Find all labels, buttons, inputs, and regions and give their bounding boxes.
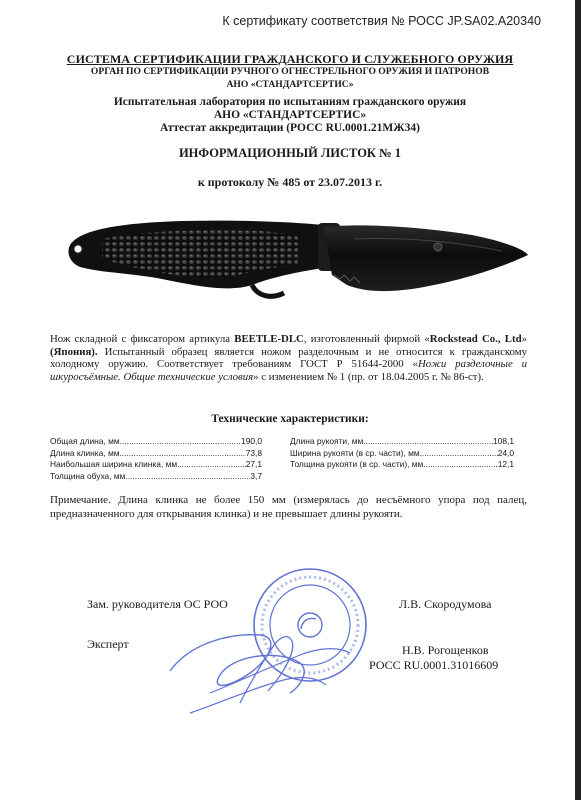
article-code: BEETLE-DLC [234,333,304,345]
country: (Япония). [50,345,98,358]
organ-title: ОРГАН ПО СЕРТИФИКАЦИИ РУЧНОГО ОГНЕСТРЕЛЬНОГО ОРУЖИЯ И ПАТРОНОВ [90,66,490,77]
system-title: СИСТЕМА СЕРТИФИКАЦИИ ГРАЖДАНСКОГО И СЛУЖЕБНОГО ОРУЖИЯ [66,52,514,66]
spec-row: Толщина рукояти (в ср. части), мм ..... 12,1 [290,459,514,471]
accreditation: Аттестат аккредитации (РОСС RU.0001.21МЖ34) [159,122,420,134]
organization-name: АНО «СТАНДАРТСЕРТИС» [226,79,354,90]
lab-title: Испытательная лаборатория по испытаниям гражданского оружия [113,96,467,108]
standard-name: Ножи разделочные и шкуросъёмные. Общие технические условия [50,358,528,383]
deputy-head-name: Л.В. Скородумова [399,597,492,611]
product-description: Нож складной с фиксатором артикула BEETLE-DLC, изготовленный фирмой «Rockstead Co., Ltd» (Япония). Испытанный образец является ножом разделочным и не относится к гражданскому холодному оружию. Соответствует требованиям ГОСТ Р 51644-2000 «Ножи разделочные и шкуросъёмные. Общие технические условия» с изменением № 1 (пр. от 18.04.2005 г. № 86-ст). [50,333,528,383]
manufacturer: Rockstead Co., Ltd [429,333,522,345]
expert-role: Эксперт [87,637,129,651]
expert-name: Н.В. Рогощенков [402,643,489,657]
protocol-reference: к протоколу № 485 от 23.07.2013 г. [197,175,383,189]
knife-image [62,205,532,305]
specs-right-column [290,436,514,471]
certificate-reference: К сертификату соответствия № РОСС JP.SA02.A20340 [222,14,541,28]
note: Примечание. Длина клинка не более 150 мм (измерялась до несъёмного упора под палец, предназначенного для открывания клинка) и не превышает длины рукояти. [50,494,527,520]
expert-registration: РОСС RU.0001.31016609 [369,658,499,672]
document-title: ИНФОРМАЦИОННЫЙ ЛИСТОК № 1 [178,146,402,160]
specs-title: Технические характеристики: [211,413,369,425]
spec-row: Общая длина, мм ..... 190,0 [50,436,262,448]
spec-row: Длина клинка, мм ..... 73,8 [50,448,262,460]
specs-left-column [50,436,262,482]
deputy-head-role: Зам. руководителя ОС РОО [87,597,228,611]
spec-row: Длина рукояти, мм ..... 108,1 [290,436,514,448]
spec-row: Толщина обуха, мм ..... 3,7 [50,471,262,483]
lab-organization: АНО «СТАНДАРТСЕРТИС» [213,109,367,121]
spec-row: Наибольшая ширина клинка, мм ..... 27,1 [50,459,262,471]
scan-edge [575,0,581,800]
official-stamp [150,563,400,723]
spec-row: Ширина рукояти (в ср. части), мм ..... 24,0 [290,448,514,460]
